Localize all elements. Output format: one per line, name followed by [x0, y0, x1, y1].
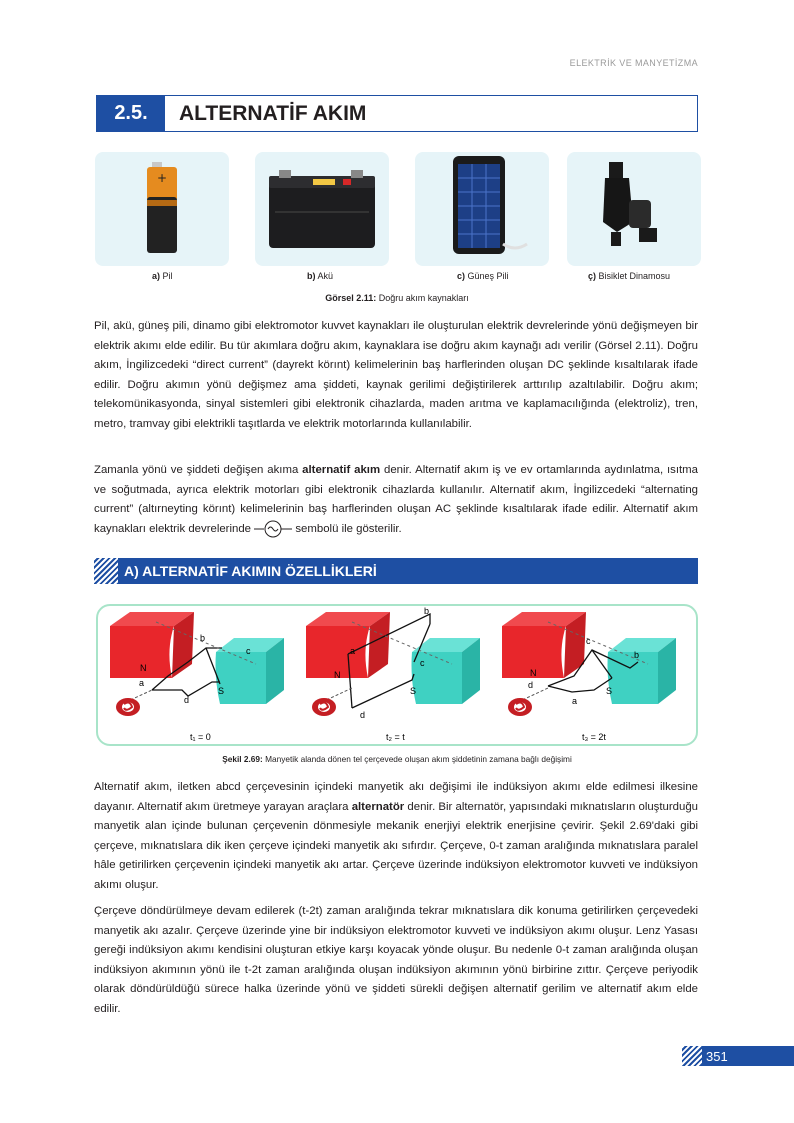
chapter-title-bar — [96, 95, 698, 132]
svg-text:N: N — [140, 663, 147, 673]
svg-text:d: d — [528, 680, 534, 690]
svg-text:d: d — [360, 710, 366, 720]
bicycle-dynamo-photo — [567, 152, 701, 266]
panel-t1 — [110, 612, 284, 742]
page-hatch-decoration — [682, 1046, 702, 1066]
svg-text:S: S — [606, 686, 613, 696]
figure-2-69-diagram — [96, 604, 698, 746]
car-battery-icon — [255, 152, 389, 266]
time-label-t2: t₂ = t — [386, 732, 405, 742]
svg-text:a: a — [572, 696, 578, 706]
figure-caption-2-69: Şekil 2.69: Manyetik alanda dönen tel çerçevede oluşan akım şiddetinin zamana bağlı değişimi — [222, 754, 572, 764]
panel-t2 — [306, 606, 480, 742]
ac-source-symbol-icon — [254, 520, 292, 538]
battery-icon — [95, 152, 229, 266]
solar-panel-icon — [415, 152, 549, 266]
page-number-block — [682, 1046, 794, 1066]
paragraph-dc: Pil, akü, güneş pili, dinamo gibi elektromotor kuvvet kaynakları ile oluşturulan elektrik devrelerinde yönü değişmeyen bir elektrik akımı elde edilir. Bu tür akımlara doğru akım, kaynaklara ise doğru akım kaynağı adı verilir (Görsel 2.11). Doğru akım, İngilizcedeki “direct current” (dayrekt körınt) kelimelerinin baş harflerinden oluşan DC şeklinde kısaltılarak ifade edilir. Doğru akımın yönü değişmez ama şiddeti, kaynak gerilimi değiştirilerek arttırılıp azaltılabilir. Doğru akım; telekomünikasyonda, sinyal sistemleri gibi elektronik cihazlarda, maden arıtma ve kaplamacılığında (elektroliz), tren, metro, tramvay gibi elektrikli taşıtlarda ve elektrik motorlarında kullanılabilir. — [94, 320, 698, 430]
paragraph-alternator: Alternatif akım, iletken abcd çerçevesinin içindeki manyetik akı değişimi ile indüksiyon akımı elde edilmesi ilkesine dayanır. Alternatif akım üretmeye yarayan araçlara alternatör denir. Bir alternatör, yapısındaki mıknatısların oluşturduğu manyetik alan içinde bulunan çerçevenin dönmesiyle mekanik enerjiyi elektrik enerjisine çevirir. Şekil 2.69'daki gibi çerçeve, mıknatıslara dik iken çerçeve içindeki manyetik akı sıfırdır. Çerçeve, 0-t zaman aralığında mıknatıslara paralel hâle getirilirken çerçevenin içindeki manyetik akı artar. Çerçeve üzerinde indüksiyon elektromotor kuvveti ve indüksiyon akımı oluşur. — [94, 781, 699, 891]
figure-caption-2-11: Görsel 2.11: Doğru akım kaynakları — [325, 293, 469, 303]
section-title: ALTERNATİF AKIM — [179, 101, 367, 125]
section-bar — [94, 558, 698, 584]
panel-t3 — [502, 612, 676, 742]
svg-text:N: N — [334, 670, 341, 680]
svg-text:d: d — [184, 695, 190, 705]
section-heading: A) ALTERNATİF AKIMIN ÖZELLİKLERİ — [124, 563, 377, 579]
paragraph-lenz: Çerçeve döndürülmeye devam edilerek (t-2t) zaman aralığında tekrar mıknatıslara dik konuma getirilirken çerçevedeki manyetik akı azalır. Çerçeve üzerinde yine bir indüksiyon elektromotor kuvveti ve indüksiyon akımı oluşur. Lenz Yasası gereği indüksiyon akımı kendisini oluşturan etkiye karşı koyacak yönde oluşur. Bu nedenle 0-t zaman aralığında oluşan indüksiyon akımının yönü ile t-2t zaman aralığında oluşan indüksiyon akımının yönü birbirine zıttır. Çerçeve periyodik olarak döndürüldüğü sürece halka üzerinde yönü ve şiddeti sürekli değişen alternatif gerilim ve alternatif akım elde edilir. — [94, 905, 698, 1015]
caption-pil: a) Pil — [152, 271, 173, 281]
svg-text:b: b — [634, 650, 640, 660]
solar-charger-photo — [415, 152, 549, 266]
battery-photo — [95, 152, 229, 266]
svg-text:c: c — [586, 636, 591, 646]
dynamo-icon — [567, 152, 701, 266]
svg-text:N: N — [530, 668, 537, 678]
svg-text:c: c — [420, 658, 425, 668]
svg-text:S: S — [218, 686, 225, 696]
caption-aku: b) Akü — [307, 271, 334, 281]
svg-text:b: b — [424, 606, 430, 616]
svg-text:a: a — [350, 646, 356, 656]
svg-text:b: b — [200, 633, 206, 643]
caption-dinamo: ç) Bisiklet Dinamosu — [588, 271, 671, 281]
paragraph-ac: Zamanla yönü ve şiddeti değişen akıma alternatif akım denir. Alternatif akım iş ve ev ortamlarında aydınlatma, ısıtma ve soğutmada, ayrıca elektrik motorları gibi elektronik cihazlarda kullanılır. Alternatif akım, İngilizcedeki “alternating current” (altırneyting körınt) kelimelerinin baş harflerinden oluşan AC şeklinde kısaltılarak ifade edilir. Alternatif akım kaynakları elektrik devrelerinde sembolü ile gösterilir. — [94, 461, 698, 539]
running-head: ELEKTRİK VE MANYETİZMA — [569, 58, 698, 68]
section-hatch-decoration — [94, 558, 118, 584]
svg-text:a: a — [139, 678, 145, 688]
svg-text:c: c — [246, 646, 251, 656]
svg-text:S: S — [410, 686, 417, 696]
page-number: 351 — [702, 1046, 794, 1066]
svg-text:+: + — [156, 171, 168, 185]
car-battery-photo — [255, 152, 389, 266]
caption-gunes-pili: c) Güneş Pili — [457, 271, 509, 281]
section-number: 2.5. — [97, 96, 165, 131]
time-label-t3: t₃ = 2t — [582, 732, 606, 742]
time-label-t1: t₁ = 0 — [190, 732, 211, 742]
